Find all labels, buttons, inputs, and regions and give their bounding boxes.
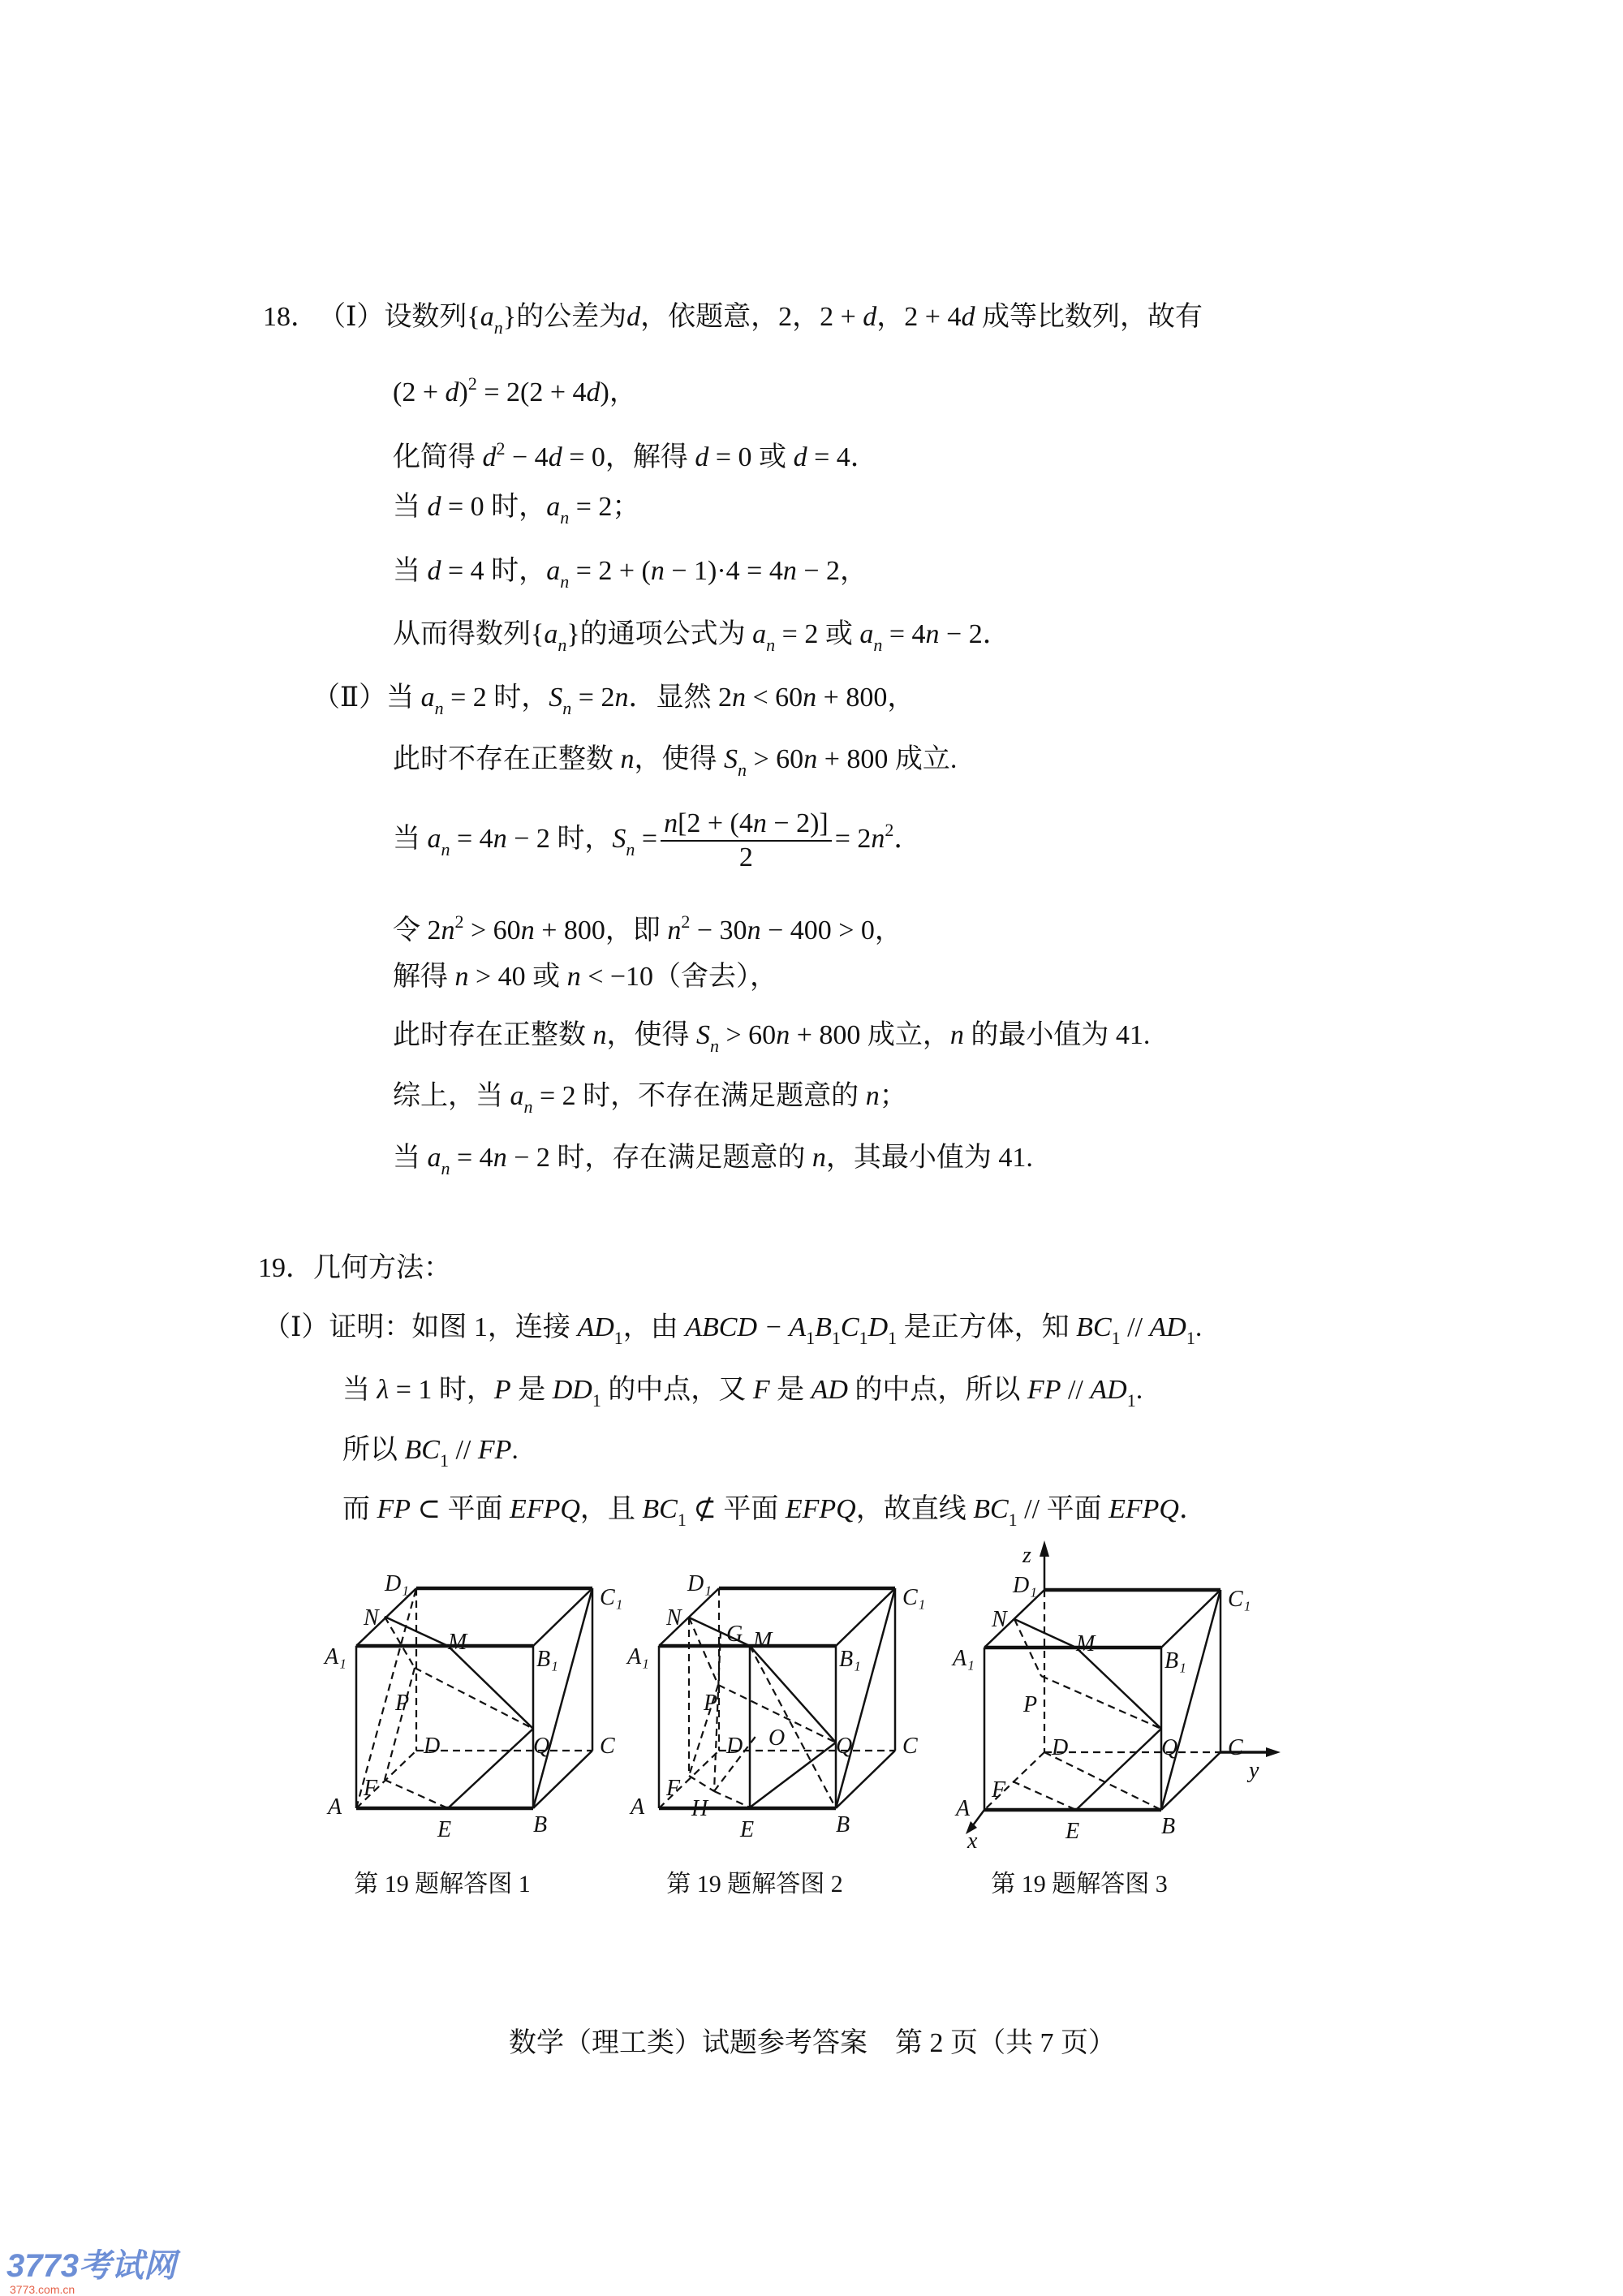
math-variable: AD — [811, 1375, 848, 1405]
math-variable: d — [793, 442, 807, 472]
point-label-B: B — [533, 1812, 548, 1837]
math-variable: n — [520, 915, 535, 946]
subscript: n — [434, 698, 444, 718]
subscript: n — [873, 635, 883, 655]
text-segment: 解得 — [393, 962, 455, 992]
cube-edge — [836, 1588, 895, 1808]
text-segment: = 2 + ( — [569, 556, 651, 586]
point-label-C: C — [902, 1734, 918, 1759]
text-segment: 证明：如图 1，连接 — [329, 1312, 578, 1342]
text-segment: ，使得 — [634, 744, 724, 774]
text-segment: − 2 时， — [506, 823, 613, 854]
cube-edge — [533, 1751, 592, 1808]
point-label-P: P — [1023, 1692, 1038, 1717]
text-segment: + 800 成立. — [817, 744, 958, 774]
point-label-B1: B₁ — [536, 1647, 558, 1672]
text-segment: ，且 — [579, 1494, 643, 1524]
point-label-E: E — [437, 1817, 452, 1842]
text-segment: < −10（舍去）， — [580, 962, 778, 992]
subscript: 1 — [1008, 1510, 1018, 1530]
math-variable: S — [724, 744, 738, 774]
fraction-denominator: 2 — [738, 842, 753, 872]
point-label-C1: C₁ — [902, 1585, 926, 1610]
math-variable: EFPQ — [1109, 1494, 1179, 1524]
text-segment: 成等比数列，故有 — [975, 302, 1203, 332]
point-label-Q: Q — [1161, 1735, 1178, 1760]
math-variable: S — [612, 823, 626, 854]
text-segment: − 2． — [939, 619, 1010, 649]
cube-edge — [533, 1588, 592, 1808]
text-segment: − 30 — [690, 915, 747, 946]
cube-figure-1 — [323, 1571, 622, 1842]
text-segment: − 2)] — [766, 808, 829, 838]
math-variable: BC — [1076, 1312, 1112, 1342]
math-variable: n — [664, 808, 678, 838]
text-segment: ．显然 2 — [628, 683, 732, 713]
math-variable: n — [871, 823, 885, 854]
math-variable: n — [925, 619, 940, 649]
text-segment: − 2 时，存在满足题意的 — [506, 1143, 812, 1173]
math-variable: d — [445, 377, 459, 407]
math-variable: n — [865, 1081, 880, 1111]
superscript: 2 — [467, 373, 477, 394]
text-segment: 而 — [342, 1494, 377, 1524]
math-variable: BC — [642, 1494, 678, 1524]
text-segment: ，故直线 — [855, 1494, 974, 1524]
text-segment: 当 — [393, 1143, 428, 1173]
text-segment: )， — [600, 377, 637, 407]
text-segment: > 40 或 — [468, 962, 567, 992]
section-line — [750, 1646, 836, 1742]
math-variable: n — [776, 1020, 790, 1050]
subscript: n — [562, 698, 572, 718]
subscript: n — [626, 838, 635, 859]
text-segment: ，2 + 4 — [876, 302, 962, 332]
point-label-F: F — [666, 1776, 681, 1801]
text-segment: 的中点，所以 — [847, 1375, 1027, 1405]
math-variable: n — [620, 744, 635, 774]
superscript: 2 — [681, 911, 691, 932]
text-segment: = 2 — [834, 823, 872, 854]
text-segment: = 2 — [571, 683, 615, 713]
y-axis-arrow-icon — [1266, 1747, 1281, 1757]
text-segment: . — [511, 1435, 519, 1465]
point-label-A1: A₁ — [627, 1644, 649, 1669]
hidden-line — [1041, 1676, 1161, 1729]
text-segment: = 2 时，不存在满足题意的 — [532, 1081, 866, 1111]
subscript: n — [738, 760, 747, 780]
math-variable: n — [566, 962, 581, 992]
math-variable: d — [626, 302, 641, 332]
text-segment: = 2(2 + 4 — [476, 377, 587, 407]
math-variable: ABCD − A — [685, 1312, 807, 1342]
math-variable: d — [427, 492, 441, 522]
math-variable: n — [731, 683, 746, 713]
point-label-E: E — [740, 1817, 755, 1842]
math-variable: D — [867, 1312, 889, 1342]
section-line — [1076, 1648, 1161, 1729]
subscript: n — [560, 571, 570, 592]
text-segment: 此时不存在正整数 — [393, 744, 621, 774]
point-label-B1: B₁ — [1165, 1648, 1186, 1674]
point-label-C1: C₁ — [600, 1585, 623, 1610]
math-variable: a — [544, 619, 558, 649]
text-segment: = — [635, 823, 658, 854]
text-segment: > 60 — [463, 915, 521, 946]
subscript: 1 — [831, 1328, 841, 1348]
text-segment: 当 — [386, 683, 421, 713]
point-label-A1: A₁ — [325, 1644, 347, 1669]
point-label-P: P — [395, 1691, 410, 1716]
superscript: 2 — [496, 438, 506, 459]
point-label-B: B — [836, 1812, 850, 1837]
text-segment: 令 2 — [393, 915, 441, 946]
point-label-C1: C₁ — [1228, 1587, 1251, 1612]
hidden-line — [689, 1618, 718, 1685]
text-segment: = 4． — [807, 442, 878, 472]
text-segment: ，依题意，2，2 + — [640, 302, 863, 332]
hidden-line — [1044, 1752, 1161, 1810]
subscript: n — [523, 1096, 533, 1117]
page-footer: 数学（理工类）试题参考答案 第 2 页（共 7 页） — [509, 2028, 1116, 2058]
cube-edge — [1161, 1590, 1220, 1810]
math-variable: P — [493, 1375, 511, 1405]
superscript: 2 — [454, 911, 464, 932]
subscript: 1 — [1126, 1390, 1136, 1411]
subscript: n — [493, 317, 503, 338]
subscript: n — [766, 635, 776, 655]
point-label-B1: B₁ — [839, 1647, 861, 1672]
math-variable: n — [493, 823, 507, 854]
cube-edge — [533, 1588, 592, 1646]
math-variable: EFPQ — [510, 1494, 580, 1524]
text-segment: ； — [879, 1081, 907, 1111]
text-segment: }的通项公式为 — [566, 619, 753, 649]
subscript: 1 — [1111, 1328, 1121, 1348]
subscript: n — [441, 1158, 450, 1178]
math-variable: n — [812, 1143, 826, 1173]
math-variable: a — [510, 1081, 524, 1111]
math-variable: AD — [1090, 1375, 1127, 1405]
point-label-x: x — [967, 1829, 978, 1854]
text-segment: ． — [1178, 1494, 1207, 1524]
math-variable: FP — [1027, 1375, 1061, 1405]
text-segment: = 1 时， — [389, 1375, 494, 1405]
math-variable: S — [696, 1020, 710, 1050]
math-variable: BC — [973, 1494, 1009, 1524]
text-segment: = 0，解得 — [562, 442, 695, 472]
point-label-E: E — [1065, 1819, 1080, 1844]
text-segment: 此时存在正整数 — [393, 1020, 593, 1050]
text-segment: 从而得数列{ — [393, 619, 545, 649]
math-variable: n — [441, 915, 455, 946]
figure-2-caption: 第 19 题解答图 2 — [666, 1871, 843, 1898]
point-label-C: C — [1228, 1735, 1243, 1760]
point-label-M: M — [1076, 1631, 1096, 1656]
point-label-B: B — [1161, 1814, 1176, 1839]
subscript: 1 — [1186, 1328, 1195, 1348]
figure-1-caption: 第 19 题解答图 1 — [354, 1871, 531, 1898]
cube-edge — [1161, 1752, 1220, 1810]
text-segment: + 800， — [816, 683, 915, 713]
point-label-A: A — [328, 1794, 342, 1820]
text-segment: > 60 — [719, 1020, 777, 1050]
math-variable: EFPQ — [785, 1494, 856, 1524]
text-segment: 当 — [393, 556, 428, 586]
subscript: n — [441, 838, 450, 859]
point-label-A1: A₁ — [953, 1646, 975, 1671]
section-line — [1076, 1729, 1161, 1810]
text-segment: 当 — [393, 492, 428, 522]
text-segment: . — [1135, 1375, 1143, 1405]
math-variable: a — [427, 1143, 441, 1173]
subscript: 1 — [613, 1328, 623, 1348]
math-variable: n — [949, 1020, 964, 1050]
subscript: 1 — [859, 1328, 868, 1348]
text-segment: ，其最小值为 41. — [825, 1143, 1033, 1173]
hidden-line — [385, 1780, 448, 1808]
math-variable: d — [863, 302, 877, 332]
hidden-line — [1013, 1781, 1076, 1810]
subscript: 1 — [592, 1390, 601, 1411]
text-segment: }的公差为 — [502, 302, 627, 332]
point-label-F: F — [364, 1776, 378, 1801]
part-label: （Ⅱ） — [312, 683, 387, 713]
math-variable: n — [592, 1020, 607, 1050]
subscript: 1 — [806, 1328, 816, 1348]
point-label-D1: D₁ — [1013, 1573, 1037, 1598]
math-variable: n — [803, 683, 817, 713]
math-variable: FP — [377, 1494, 411, 1524]
math-variable: a — [546, 556, 561, 586]
text-segment: ，使得 — [606, 1020, 696, 1050]
math-variable: n — [667, 915, 682, 946]
hidden-line — [714, 1791, 750, 1807]
math-variable: FP — [477, 1435, 512, 1465]
superscript: 2 — [885, 819, 894, 840]
text-segment: 当 — [393, 823, 428, 854]
math-variable: n — [650, 556, 665, 586]
text-segment: ⊄ 平面 — [686, 1494, 786, 1524]
text-segment: = 4 — [450, 823, 493, 854]
text-segment: = 0 时， — [441, 492, 547, 522]
point-label-D1: D₁ — [385, 1571, 409, 1596]
text-segment: = 2 时， — [443, 683, 549, 713]
math-variable: AD — [577, 1312, 614, 1342]
text-segment: 的最小值为 41. — [963, 1020, 1151, 1050]
hidden-line — [689, 1776, 714, 1791]
math-variable: n — [752, 808, 767, 838]
math-variable: a — [546, 492, 561, 522]
text-segment: = 2 或 — [775, 619, 860, 649]
text-segment: − 4 — [505, 442, 549, 472]
math-variable: a — [752, 619, 767, 649]
point-label-P: P — [704, 1691, 718, 1716]
cube-edge — [1161, 1590, 1220, 1648]
section-line — [448, 1729, 533, 1808]
text-segment: 化简得 — [393, 442, 483, 472]
text-segment: 设数列{ — [384, 302, 480, 332]
point-label-D: D — [1052, 1735, 1069, 1760]
math-variable: a — [420, 683, 435, 713]
math-variable: DD — [552, 1375, 592, 1405]
math-variable: d — [695, 442, 709, 472]
text-segment: (2 + — [393, 377, 446, 407]
subscript: 1 — [439, 1450, 449, 1471]
text-segment: 是 — [769, 1375, 812, 1405]
point-label-F: F — [992, 1777, 1006, 1803]
math-variable: C — [840, 1312, 859, 1342]
question-number: 18． — [263, 302, 318, 332]
point-label-G: G — [726, 1622, 743, 1647]
point-label-z: z — [1022, 1543, 1031, 1568]
text-segment: 是 — [510, 1375, 553, 1405]
text-segment: − 2， — [796, 556, 868, 586]
text-segment: 当 — [342, 1375, 377, 1405]
math-variable: AD — [1149, 1312, 1186, 1342]
z-axis-arrow-icon — [1040, 1540, 1049, 1557]
math-variable: n — [614, 683, 629, 713]
text-segment: = 4 — [882, 619, 926, 649]
text-segment: < 60 — [745, 683, 803, 713]
math-variable: BC — [404, 1435, 440, 1465]
point-label-N: N — [364, 1605, 379, 1630]
point-label-M: M — [753, 1628, 773, 1653]
math-variable: n — [493, 1143, 507, 1173]
text-segment: + 800，即 — [534, 915, 668, 946]
point-label-A: A — [631, 1794, 645, 1820]
math-variable: d — [586, 377, 601, 407]
math-variable: d — [482, 442, 497, 472]
text-segment: ⊂ 平面 — [411, 1494, 510, 1524]
math-variable: d — [548, 442, 562, 472]
text-segment: // — [1120, 1312, 1150, 1342]
math-variable: a — [480, 302, 494, 332]
math-variable: B — [815, 1312, 832, 1342]
subscript: n — [710, 1036, 719, 1056]
point-label-Q: Q — [836, 1734, 853, 1759]
subscript: 1 — [888, 1328, 898, 1348]
part-label: （Ⅰ） — [318, 302, 385, 332]
text-segment: . — [1195, 1312, 1203, 1342]
part-label: （Ⅰ） — [263, 1312, 329, 1342]
cube-figure-3 — [951, 1540, 1281, 1854]
section-line — [448, 1646, 533, 1729]
cube-edge — [836, 1588, 895, 1646]
text-segment: = 2； — [569, 492, 640, 522]
text-segment: 的中点，又 — [601, 1375, 753, 1405]
point-label-N: N — [992, 1607, 1007, 1632]
watermark-site: 3773.com.cn — [10, 2283, 75, 2296]
section-line — [750, 1742, 836, 1807]
text-segment: // — [448, 1435, 478, 1465]
cube-figure-2 — [626, 1571, 925, 1842]
q19-header: 19．几何方法： — [258, 1253, 451, 1283]
text-segment: = 4 — [450, 1143, 493, 1173]
text-segment: + 800 成立， — [790, 1020, 950, 1050]
math-variable: a — [427, 823, 441, 854]
hidden-line — [415, 1668, 533, 1729]
subscript: n — [558, 635, 567, 655]
watermark-logo: 3773考试网 — [6, 2248, 176, 2284]
math-variable: F — [752, 1375, 770, 1405]
text-segment: ，由 — [622, 1312, 686, 1342]
text-segment: 是正方体，知 — [897, 1312, 1077, 1342]
point-label-D: D — [424, 1734, 441, 1759]
math-variable: n — [803, 744, 818, 774]
text-segment: − 1)·4 = 4 — [664, 556, 783, 586]
point-label-y: y — [1249, 1758, 1259, 1783]
figure-3-caption: 第 19 题解答图 3 — [991, 1871, 1168, 1898]
text-segment: ) — [458, 377, 468, 407]
subscript: 1 — [677, 1510, 687, 1530]
text-segment: 所以 — [342, 1435, 405, 1465]
text-segment: − 400 > 0， — [760, 915, 902, 946]
text-segment: = 4 时， — [441, 556, 547, 586]
math-variable: a — [859, 619, 874, 649]
text-segment: [2 + (4 — [678, 808, 753, 838]
text-segment: ． — [893, 823, 922, 854]
point-label-C: C — [600, 1734, 615, 1759]
point-label-A: A — [956, 1796, 971, 1821]
text-segment: // 平面 — [1017, 1494, 1109, 1524]
point-label-D1: D₁ — [687, 1571, 712, 1596]
math-variable: d — [961, 302, 975, 332]
math-variable: n — [747, 915, 761, 946]
text-segment: 综上，当 — [393, 1081, 510, 1111]
point-label-N: N — [666, 1605, 682, 1630]
math-variable: n — [782, 556, 797, 586]
point-label-H: H — [691, 1796, 708, 1821]
math-variable: S — [549, 683, 563, 713]
subscript: n — [560, 507, 570, 528]
math-variable: d — [427, 556, 441, 586]
point-label-O: O — [768, 1725, 786, 1751]
cube-edge — [836, 1751, 895, 1808]
math-variable: n — [454, 962, 469, 992]
math-variable: λ — [377, 1375, 390, 1405]
point-label-D: D — [726, 1734, 743, 1759]
text-segment: = 0 或 — [708, 442, 794, 472]
point-label-M: M — [448, 1630, 467, 1655]
point-label-Q: Q — [533, 1734, 550, 1759]
text-segment: // — [1061, 1375, 1091, 1405]
text-segment: > 60 — [747, 744, 804, 774]
